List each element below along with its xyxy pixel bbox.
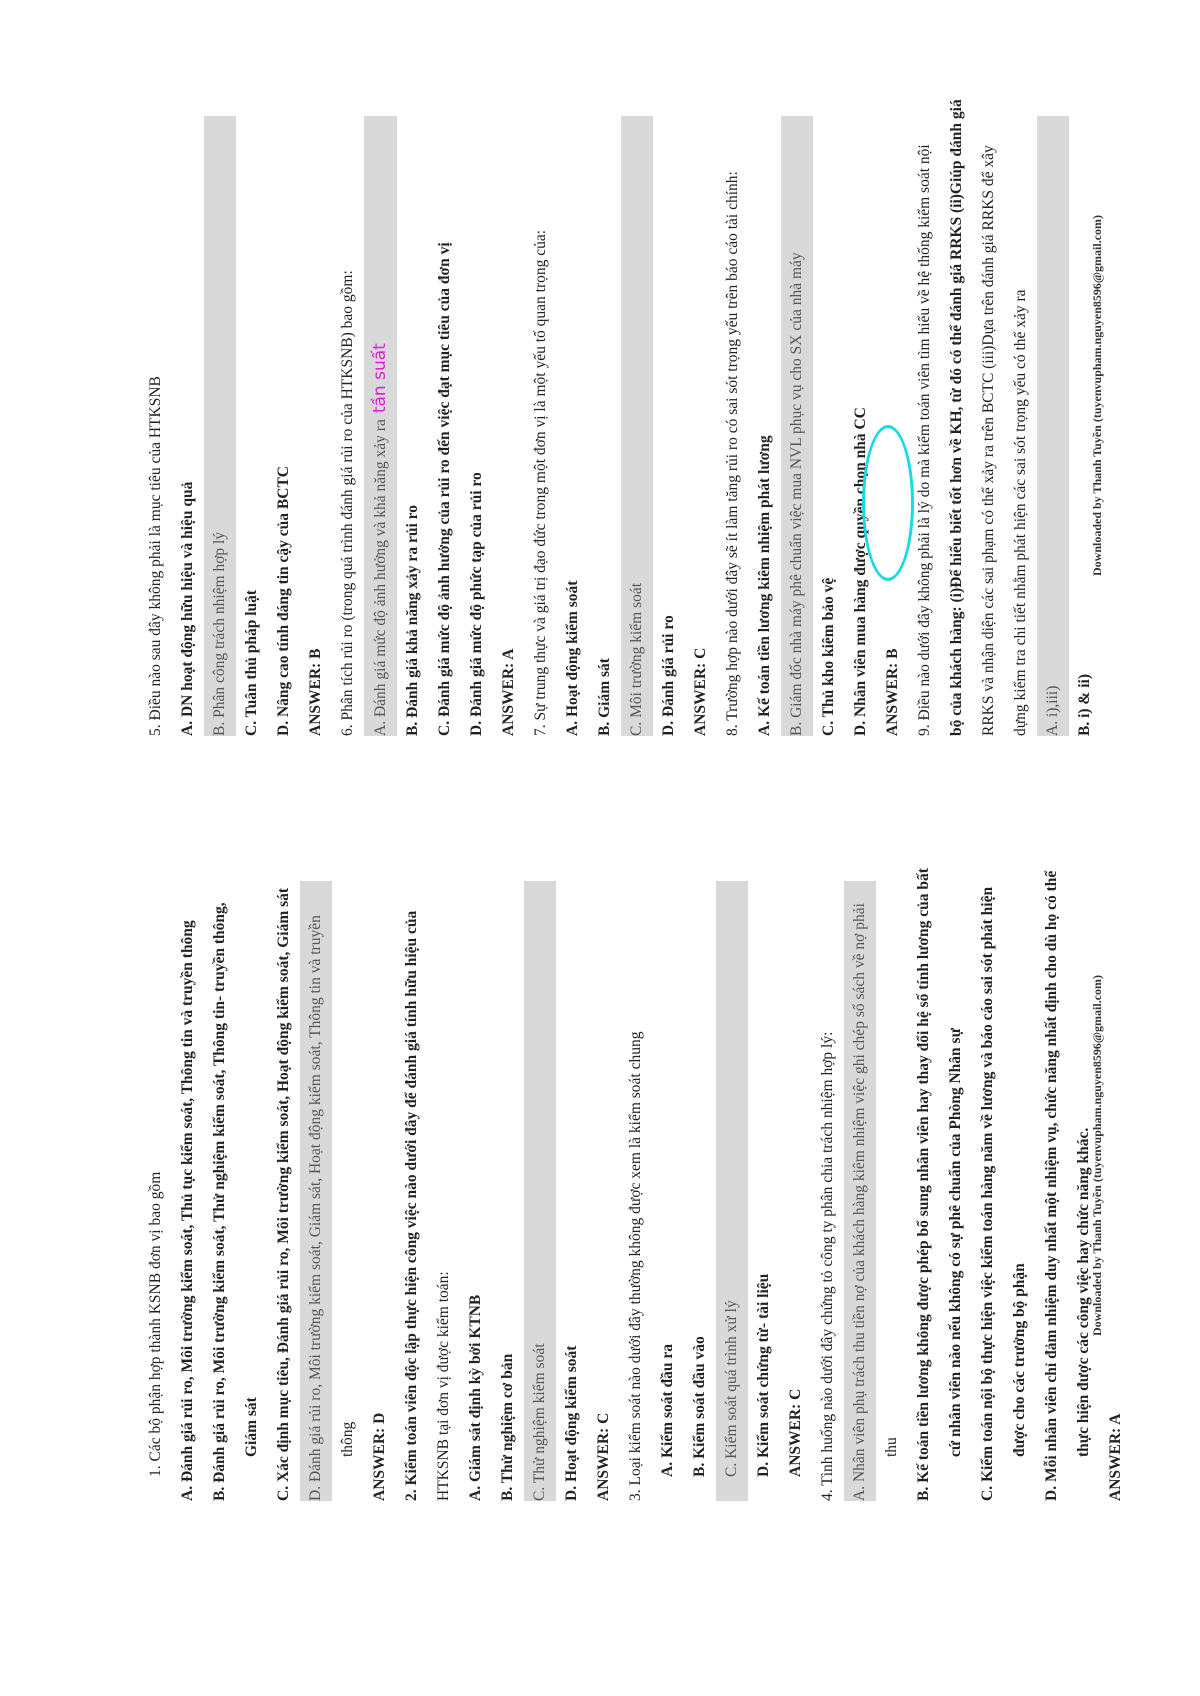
line-text: C. Tuân thủ pháp luật: [243, 589, 260, 736]
line-text: B. i) & ii): [1076, 674, 1093, 736]
text-line: [524, 881, 556, 1501]
text-line: [717, 116, 749, 736]
line-text: thực hiện được các công việc hay chức năng khác.: [1075, 1127, 1092, 1457]
text-line: [525, 116, 557, 736]
line-text: B. Đánh giá rủi ro, Môi trường kiểm soát, Thử nghiệm kiểm soát, Thông tin- truyền thông,: [211, 902, 228, 1501]
text-line: [556, 881, 588, 1501]
line-text: A. Kế toán tiền lương kiêm nhiệm phát lương: [756, 435, 773, 736]
hand-drawn-circle: [862, 425, 914, 581]
line-text: 6. Phân tích rủi ro (trong quá trình đánh giá rủi ro của HTKSNB) bao gồm:: [339, 270, 356, 736]
text-line: [653, 116, 685, 736]
text-line: [685, 116, 717, 736]
line-text: 7. Sự trung thực và giá trị đạo đức trong một đơn vị là một yếu tố quan trọng của:: [532, 229, 549, 736]
text-line: [300, 116, 332, 736]
line-text: A. i),iii): [1044, 685, 1061, 736]
text-line: [1036, 870, 1068, 1501]
line-text: 3. Loại kiểm soát nào dưới đây thường không được xem là kiểm soát chung: [627, 1031, 644, 1501]
text-line: [973, 116, 1005, 736]
line-text: A. Hoạt động kiểm soát: [564, 580, 581, 736]
line-text: ANSWER: C: [787, 1388, 804, 1477]
text-line: [396, 881, 428, 1501]
line-text: A. Đánh giá mức độ ảnh hưởng và khả năng xảy ra: [372, 419, 389, 736]
text-line: [172, 116, 204, 736]
text-line: [844, 881, 876, 1501]
text-line: [461, 116, 493, 736]
text-line: [621, 116, 653, 736]
text-line: [780, 881, 812, 1501]
left-column: [140, 868, 1132, 1501]
text-line: [364, 116, 397, 736]
line-text: B. Phân công trách nhiệm hợp lý: [211, 531, 228, 736]
line-text: D. Nhân viên mua hàng được quyền chọn nhà CC: [852, 407, 869, 736]
text-line: [364, 881, 396, 1501]
text-line: [300, 881, 332, 1501]
line-text: thông: [339, 1421, 356, 1457]
text-line: [460, 881, 492, 1501]
line-text: 2. Kiểm toán viên độc lập thực hiện công việc nào dưới đây để đánh giá tính hữu hiệu của: [403, 910, 420, 1501]
text-line: [332, 116, 364, 736]
line-text: C. Thủ kho kiêm bảo vệ: [820, 577, 837, 736]
line-text: D. Đánh giá mức độ phức tạp của rủi ro: [468, 472, 485, 736]
text-line: [236, 881, 268, 1501]
download-footer: Downloaded by Thanh Tuyền (tuyenvupham.nguyen8596@gmail.com): [1090, 974, 1104, 1336]
line-text: ANSWER: B: [307, 648, 324, 736]
text-line: [204, 116, 236, 736]
text-line: [397, 116, 429, 736]
line-text: cứ nhân viên nào nếu không có sự phê chuẩn của Phòng Nhân sự: [947, 1028, 964, 1457]
line-text: A. DN hoạt động hữu hiệu và hiệu quả: [179, 481, 196, 736]
line-text: C. Đánh giá mức độ ảnh hưởng của rủi ro đến việc đạt mục tiêu của đơn vị: [436, 242, 453, 736]
text-line: [492, 881, 524, 1501]
text-line: [1037, 116, 1069, 736]
line-text: C. Kiểm soát quá trình xử lý: [723, 1300, 740, 1477]
text-line: [428, 881, 460, 1501]
text-line: [557, 116, 589, 736]
line-text: B. Giám đốc nhà máy phê chuẩn việc mua NVL phục vụ cho SX của nhà máy: [788, 252, 805, 736]
line-text: A. Đánh giá rủi ro, Môi trường kiểm soát, Thủ tục kiểm soát, Thông tin và truyền thông: [179, 920, 196, 1501]
line-text: D. Đánh giá rủi ro: [660, 615, 677, 736]
text-line: [781, 116, 813, 736]
line-text: C. Môi trường kiểm soát: [628, 582, 645, 736]
text-line: [748, 881, 780, 1501]
line-text: dựng kiểm tra chi tiết nhằm phát hiện các sai sót trọng yếu có thể xảy ra: [1012, 289, 1029, 736]
text-line: [908, 868, 940, 1501]
line-text: ANSWER: C: [595, 1412, 612, 1501]
line-text: Giám sát: [243, 1397, 260, 1457]
line-text: ANSWER: B: [884, 648, 901, 736]
text-line: [493, 116, 525, 736]
line-text: D. Kiểm soát chứng từ- tài liệu: [755, 1273, 772, 1477]
line-text: C. Xác định mục tiêu, Đánh giá rủi ro, Môi trường kiểm soát, Hoạt động kiểm soát, Giám sát: [275, 887, 292, 1501]
line-text: B. Kiểm soát đầu vào: [691, 1336, 708, 1477]
line-text: được cho các trưởng bộ phận: [1011, 1263, 1028, 1457]
text-line: [429, 116, 461, 736]
text-line: [140, 881, 172, 1501]
line-text: ANSWER: A: [500, 648, 517, 736]
line-text: D. Mỗi nhân viên chỉ đảm nhiệm duy nhất một nhiệm vụ, chức năng nhất định cho dù họ có thể: [1043, 870, 1060, 1501]
line-text: 9. Điều nào dưới đây không phải là lý do mà kiểm toán viên tìm hiểu về hệ thống kiểm soát nội: [916, 144, 933, 736]
line-text: thu: [883, 1437, 900, 1457]
line-text: B. Giám sát: [596, 658, 613, 736]
line-text: 1. Các bộ phận hợp thành KSNB đơn vị bao gồm: [147, 1171, 164, 1477]
line-text: 8. Trường hợp nào dưới đây sẽ ít làm tăng rủi ro có sai sót trọng yếu trên báo cáo tài chính:: [724, 171, 741, 736]
text-line: [941, 99, 973, 736]
text-line: [749, 116, 781, 736]
line-text: D. Nâng cao tính đáng tin cậy của BCTC: [275, 466, 292, 736]
line-text: D. Hoạt động kiểm soát: [563, 1345, 580, 1501]
text-line: [684, 881, 716, 1501]
text-line: [652, 881, 684, 1501]
download-footer: Downloaded by Thanh Tuyền (tuyenvupham.nguyen8596@gmail.com): [1090, 214, 1104, 576]
line-text: 4. Tình huống nào dưới đây chứng tỏ công ty phân chia trách nhiệm hợp lý:: [819, 1031, 836, 1501]
text-line: [204, 881, 236, 1501]
text-line: [940, 881, 972, 1501]
line-text: C. Kiểm toán nội bộ thực hiện việc kiểm toán hàng năm về lương và báo cáo sai sót phát hiện: [979, 886, 996, 1501]
text-line: [268, 881, 300, 1501]
right-column: [140, 99, 1101, 736]
line-text: A. Nhân viên phụ trách thu tiền nợ của khách hàng kiêm nhiệm việc ghi chép sổ sách về nợ phải: [851, 903, 868, 1501]
line-text: ANSWER: D: [371, 1412, 388, 1501]
text-line: [332, 881, 364, 1501]
line-text: bộ của khách hàng: (i)Để hiểu biết tốt hơn về KH, từ đó có thể đánh giá RRKS (ii)Giúp đánh giá: [948, 99, 965, 736]
text-line: [845, 116, 877, 736]
line-text: ANSWER: A: [1107, 1413, 1124, 1501]
line-text: A. Giám sát định kỳ bởi KTNB: [467, 1294, 484, 1501]
line-text: B. Đánh giá khả năng xảy ra rủi ro: [404, 505, 421, 736]
text-line: [589, 116, 621, 736]
text-line: [1004, 881, 1036, 1501]
text-line: [813, 116, 845, 736]
text-line: [140, 116, 172, 736]
handwritten-note: tần suất: [370, 343, 390, 414]
text-line: [876, 881, 908, 1501]
line-text: A. Kiểm soát đầu ra: [659, 1343, 676, 1477]
text-line: [716, 881, 748, 1501]
text-line: [588, 881, 620, 1501]
line-text: D. Đánh giá rủi ro, Môi trường kiểm soát, Giám sát, Hoạt động kiểm soát, Thông tin và truyền: [307, 915, 324, 1501]
line-text: 5. Điều nào sau đây không phải là mục tiêu của HTKSNB: [147, 376, 164, 736]
text-line: [909, 116, 941, 736]
line-text: B. Thử nghiệm cơ bản: [499, 1353, 516, 1501]
text-line: [972, 881, 1004, 1501]
line-text: B. Kế toán tiền lương không được phép bổ sung nhân viên hay thay đổi hệ số tính lương của bất: [915, 868, 932, 1501]
text-line: [1005, 116, 1037, 736]
text-line: [236, 116, 268, 736]
text-line: [620, 881, 652, 1501]
text-line: [172, 881, 204, 1501]
text-line: [812, 881, 844, 1501]
line-text: C. Thử nghiệm kiểm soát: [531, 1343, 548, 1501]
line-text: HTKSNB tại đơn vị được kiểm toán:: [435, 1271, 452, 1501]
text-line: [268, 116, 300, 736]
line-text: ANSWER: C: [692, 647, 709, 736]
line-text: RRKS và nhận diện các sai phạm có thể xảy ra trên BCTC (iii)Dựa trên đánh giá RRKS để xây: [980, 145, 997, 736]
